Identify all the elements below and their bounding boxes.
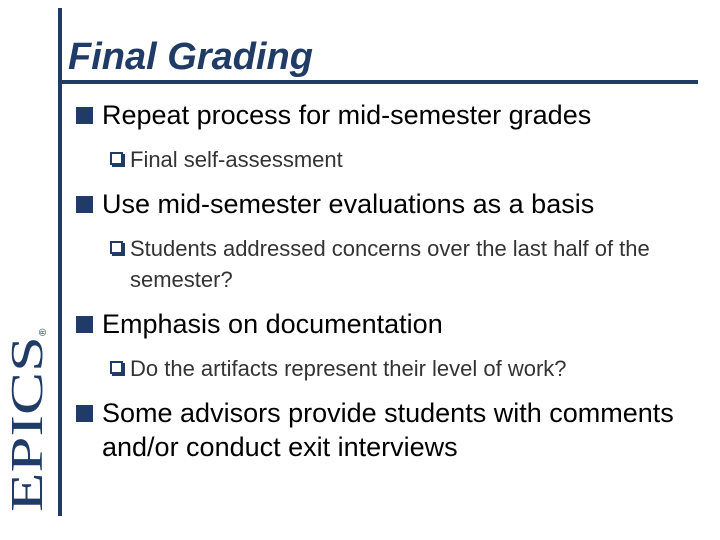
hollow-square-bullet-icon: [110, 361, 123, 374]
left-accent-rule: [58, 8, 62, 516]
epics-logo-text: EPICS: [1, 386, 52, 512]
sub-bullet-text: Do the artifacts represent their level of work?: [130, 356, 567, 381]
sub-bullet-item: [110, 233, 650, 295]
filled-square-bullet-icon: [76, 405, 93, 422]
bullet-text: Repeat process for mid-semester grades: [102, 100, 592, 130]
bullet-item: [76, 187, 716, 221]
sub-bullet-item: [110, 353, 716, 384]
hollow-square-bullet-icon: [110, 152, 123, 165]
filled-square-bullet-icon: [76, 107, 93, 124]
bullet-list: [76, 98, 716, 476]
bullet-item: [76, 98, 716, 132]
registered-mark: ®: [38, 328, 49, 336]
sub-bullet-item: [110, 144, 716, 175]
sub-bullet-text: Final self-assessment: [130, 147, 343, 172]
filled-square-bullet-icon: [76, 196, 93, 213]
title-underline-rule: [58, 80, 698, 84]
sub-bullet-text: Students addressed concerns over the last half of the semester?: [130, 236, 650, 292]
bullet-item: [76, 307, 716, 341]
epics-logo: [0, 316, 52, 516]
slide-title: Final Grading: [68, 36, 313, 78]
bullet-text: Use mid-semester evaluations as a basis: [102, 189, 595, 219]
bullet-text: Some advisors provide students with comments and/or conduct exit interviews: [102, 398, 674, 462]
bullet-text: Emphasis on documentation: [102, 309, 443, 339]
bullet-item: [76, 396, 682, 464]
filled-square-bullet-icon: [76, 316, 93, 333]
hollow-square-bullet-icon: [110, 241, 123, 254]
